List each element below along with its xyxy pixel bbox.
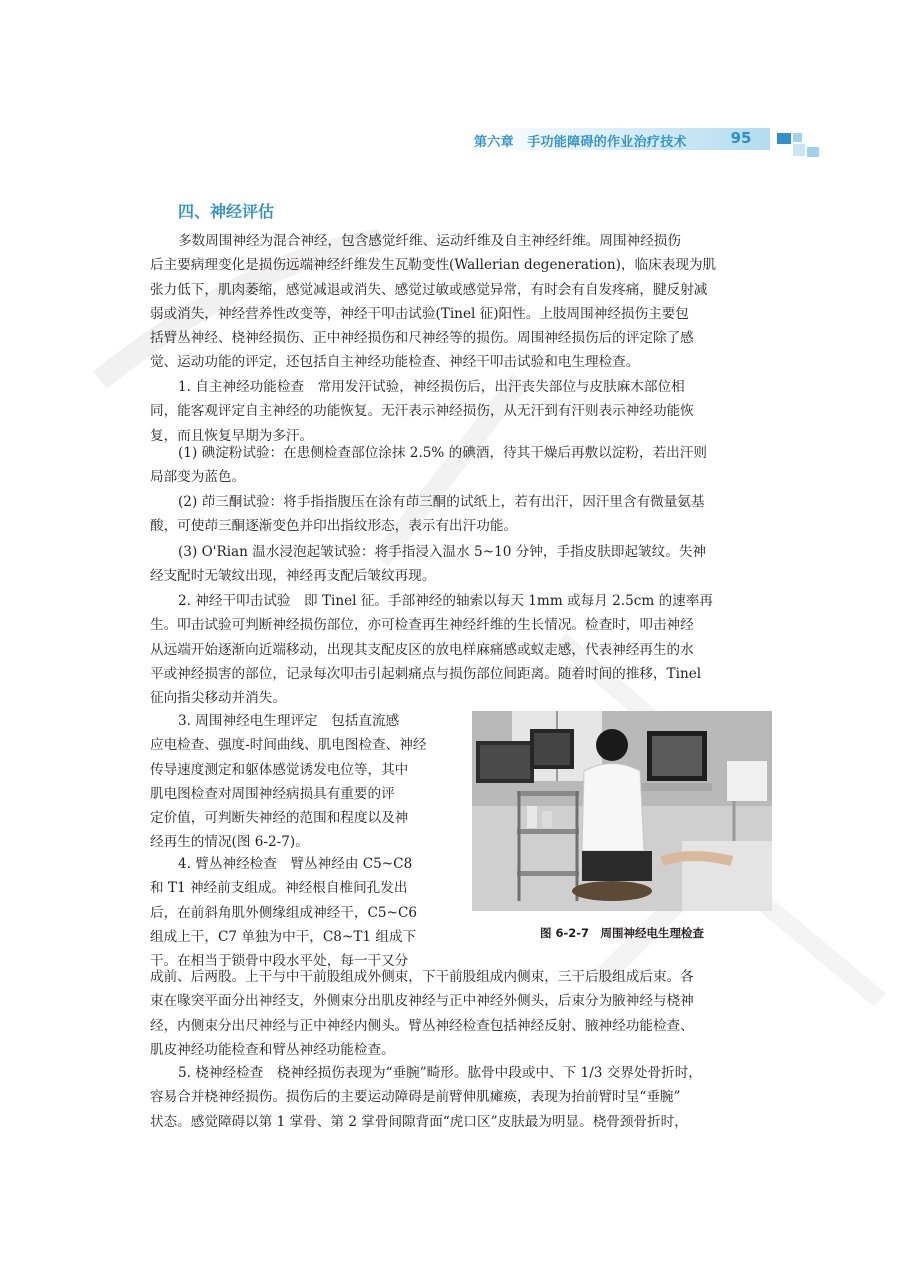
- paragraph-wrinkle-test: [150, 540, 772, 589]
- paragraph-radial-nerve: [150, 1061, 772, 1134]
- electrophysiology-exam-photo: [472, 711, 772, 911]
- text-line: 生。叩击试验可判断神经损伤部位，亦可检查再生神经纤维的生长情况。检查时，叩击神经: [150, 617, 694, 634]
- text-line: 后，在前斜角肌外侧缘组成神经干，C5~C6: [150, 904, 417, 921]
- paragraph-brachial-plexus: [150, 852, 460, 973]
- text-line: 局部变为蓝色。: [150, 469, 246, 486]
- text-line: (1) 碘淀粉试验：在患侧检查部位涂抹 2.5% 的碘酒，待其干燥后再敷以淀粉，若出汗则: [178, 445, 707, 461]
- figure-caption: 图 6-2-7 周围神经电生理检查: [539, 926, 705, 940]
- text-line: 多数周围神经为混合神经，包含感觉纤维、运动纤维及自主神经纤维。周围神经损伤: [178, 233, 681, 249]
- text-line: 组成上干，C7 单独为中干，C8~T1 组成下: [150, 928, 417, 945]
- text-line: 束在喙突平面分出神经支，外侧束分出肌皮神经与正中神经外侧头，后束分为腋神经与桡神: [150, 993, 694, 1010]
- text-line: 平或神经损害的部位，记录每次叩击引起刺痛点与损伤部位间距离。随着时间的推移，Tinel: [150, 665, 702, 682]
- header-decor-square: [793, 133, 802, 142]
- header-decor-square: [777, 133, 791, 144]
- header-decor-square: [807, 147, 819, 157]
- text-line: 觉、运动功能的评定，还包括自主神经功能检查、神经干叩击试验和电生理检查。: [150, 354, 640, 371]
- running-header: [0, 127, 900, 157]
- text-line: 张力低下，肌肉萎缩，感觉减退或消失、感觉过敏或感觉异常，有时会有自发疼痛，腱反射减: [150, 281, 708, 298]
- text-line: 容易合并桡神经损伤。损伤后的主要运动障碍是前臂伸肌瘫痪，表现为抬前臂时呈“垂腕”: [150, 1089, 681, 1106]
- text-line: 应电检查、强度-时间曲线、肌电图检查、神经: [150, 737, 427, 754]
- text-line: 肌电图检查对周围神经病损具有重要的评: [150, 785, 395, 802]
- text-line: 从远端开始逐渐向近端移动，出现其支配皮区的放电样麻痛感或蚁走感，代表神经再生的水: [150, 641, 694, 658]
- text-line: 后主要病理变化是损伤远端神经纤维发生瓦勒变性(Wallerian degeneration)，临床表现为肌: [150, 257, 717, 274]
- text-line: (3) O'Rian 温水浸泡起皱试验：将手指浸入温水 5~10 分钟，手指皮肤即起皱纹。失神: [178, 544, 707, 560]
- figure-photo: [472, 711, 772, 911]
- text-line: 经，内侧束分出尺神经与正中神经内侧头。臂丛神经检查包括神经反射、腋神经功能检查、: [150, 1017, 694, 1034]
- paragraph-iodine-starch-test: [150, 441, 772, 490]
- text-line: 同，能客观评定自主神经的功能恢复。无汗表示神经损伤，从无汗到有汗则表示神经功能恢: [150, 403, 694, 420]
- text-line: 经支配时无皱纹出现，神经再支配后皱纹再现。: [150, 568, 436, 585]
- text-line: 5. 桡神经检查 桡神经损伤表现为“垂腕”畸形。肱骨中段或中、下 1/3 交界处骨折时，: [178, 1065, 702, 1081]
- text-line: 1. 自主神经功能检查 常用发汗试验，神经损伤后，出汗丧失部位与皮肤麻木部位相: [178, 379, 685, 395]
- paragraph-electrophysiology: [150, 709, 460, 855]
- text-line: 2. 神经干叩击试验 即 Tinel 征。手部神经的轴索以每天 1mm 或每月 2.5cm 的速率再: [178, 593, 713, 609]
- chapter-title: 第六章 手功能障碍的作业治疗技术: [474, 135, 687, 150]
- section-heading: 四、神经评估: [178, 202, 275, 221]
- text-line: 酸，可使茚三酮逐渐变色并印出指纹形态，表示有出汗功能。: [150, 518, 518, 535]
- text-line: 复，而且恢复早期为多汗。: [150, 427, 314, 444]
- text-line: 定价值，可判断失神经的范围和程度以及神: [150, 810, 409, 827]
- paragraph-intro: [150, 229, 772, 375]
- text-line: 状态。感觉障碍以第 1 掌骨、第 2 掌骨间隙背面“虎口区”皮肤最为明显。桡骨颈骨折时，: [150, 1113, 688, 1130]
- text-line: 传导速度测定和躯体感觉诱发电位等，其中: [150, 761, 409, 778]
- text-line: 征向指尖移动并消失。: [150, 690, 286, 707]
- text-line: 经再生的情况(图 6-2-7)。: [150, 834, 309, 851]
- text-line: 括臂丛神经、桡神经损伤、正中神经损伤和尺神经等的损伤。周围神经损伤后的评定除了感: [150, 330, 694, 347]
- text-line: 4. 臂丛神经检查 臂丛神经由 C5~C8: [178, 856, 413, 872]
- paragraph-tinel-sign: [150, 589, 772, 710]
- paragraph-ninhydrin-test: [150, 490, 772, 539]
- text-line: 和 T1 神经前支组成。神经根自椎间孔发出: [150, 880, 408, 897]
- paragraph-brachial-plexus-continued: [150, 965, 772, 1062]
- page-number: 95: [730, 129, 752, 147]
- text-line: 3. 周围神经电生理评定 包括直流感: [178, 713, 400, 729]
- header-decor-square: [793, 144, 805, 156]
- text-line: 成前、后两股。上干与中干前股组成外侧束，下干前股组成内侧束，三干后股组成后束。各: [150, 969, 694, 985]
- text-line: (2) 茚三酮试验：将手指指腹压在涂有茚三酮的试纸上，若有出汗，因汗里含有微量氨基: [178, 494, 705, 510]
- text-line: 弱或消失，神经营养性改变等，神经干叩击试验(Tinel 征)阳性。上肢周围神经损伤主要包: [150, 305, 689, 322]
- text-line: 干。在相当于锁骨中段水平处，每一干又分: [150, 953, 409, 970]
- paragraph-autonomic-test: [150, 375, 772, 448]
- text-line: 肌皮神经功能检查和臂丛神经功能检查。: [150, 1041, 395, 1058]
